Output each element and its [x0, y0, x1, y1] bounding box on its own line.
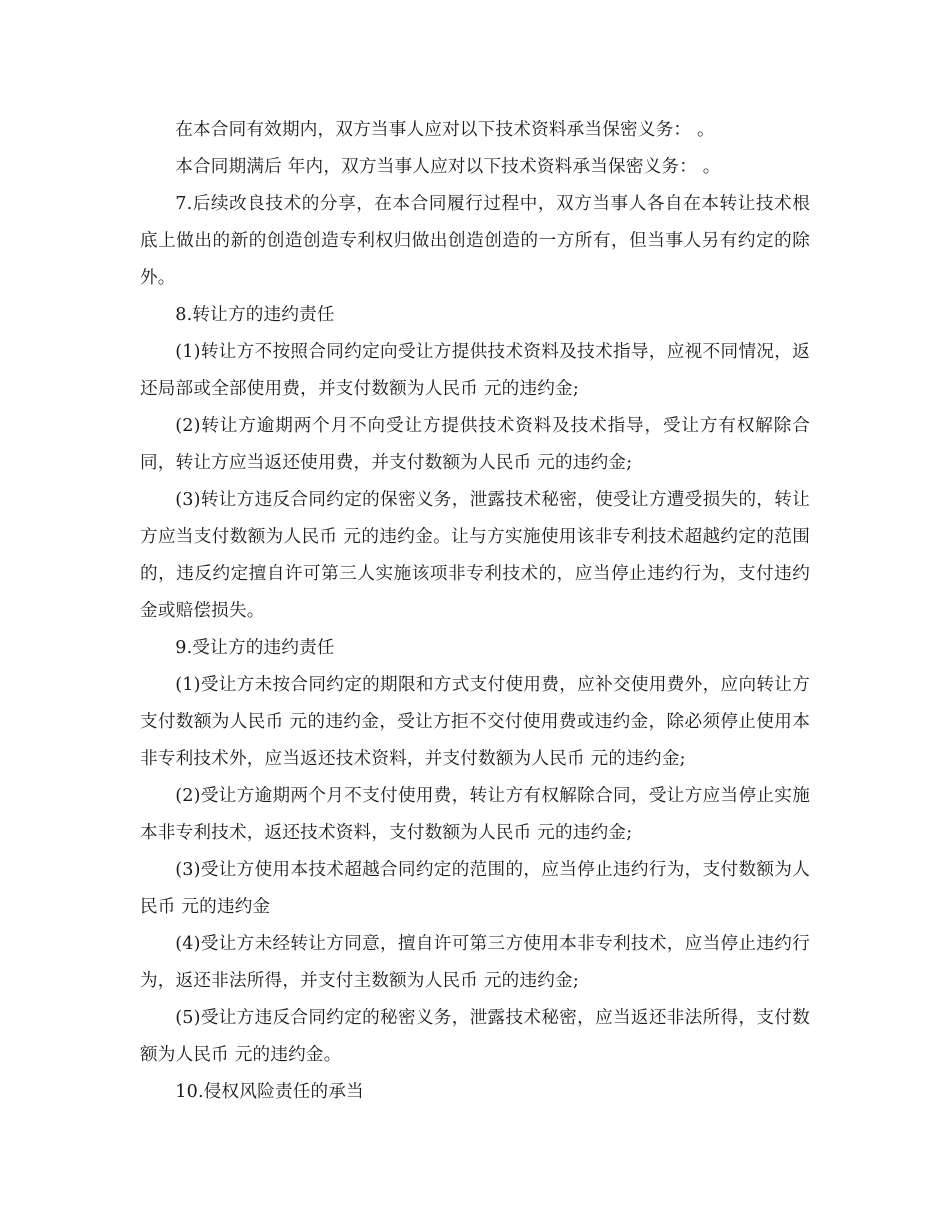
paragraph-confidentiality-after-term: 本合同期满后 年内，双方当事人应对以下技术资料承当保密义务： 。	[175, 157, 721, 177]
paragraph-9-4: (4)受让方未经转让方同意，擅自许可第三方使用本非专利技术，应当停止违约行为，返还非法所得，并支付主数额为人民币 元的违约金;	[140, 934, 810, 991]
heading-section-10: 10.侵权风险责任的承当	[175, 1082, 364, 1102]
document-body	[140, 112, 810, 1111]
paragraph-8-1: (1)转让方不按照合同约定向受让方提供技术资料及技术指导，应视不同情况，返还局部或全部使用费，并支付数额为人民币 元的违约金;	[140, 342, 810, 399]
paragraph-confidentiality-during-term: 在本合同有效期内，双方当事人应对以下技术资料承当保密义务： 。	[175, 120, 715, 140]
heading-section-9: 9.受让方的违约责任	[175, 638, 335, 658]
paragraph-9-5: (5)受让方违反合同约定的秘密义务，泄露技术秘密，应当返还非法所得，支付数额为人民币 元的违约金。	[140, 1008, 810, 1065]
paragraph-9-3: (3)受让方使用本技术超越合同约定的范围的，应当停止违约行为，支付数额为人民币 元的违约金	[140, 860, 810, 917]
heading-section-8: 8.转让方的违约责任	[175, 305, 335, 325]
paragraph-8-3: (3)转让方违反合同约定的保密义务，泄露技术秘密，使受让方遭受损失的，转让方应当支付数额为人民币 元的违约金。让与方实施使用该非专利技术超越约定的范围的，违反约定擅自许可第三人实施该项非专利技术的，应当停止违约行为，支付违约金或赔偿损失。	[140, 490, 810, 621]
paragraph-8-2: (2)转让方逾期两个月不向受让方提供技术资料及技术指导，受让方有权解除合同，转让方应当返还使用费，并支付数额为人民币 元的违约金;	[140, 416, 810, 473]
paragraph-9-1: (1)受让方未按合同约定的期限和方式支付使用费，应补交使用费外，应向转让方支付数额为人民币 元的违约金，受让方拒不交付使用费或违约金，除必须停止使用本非专利技术外，应当返还技术资料，并支付数额为人民币 元的违约金;	[140, 675, 810, 769]
paragraph-9-2: (2)受让方逾期两个月不支付使用费，转让方有权解除合同，受让方应当停止实施本非专利技术，返还技术资料，支付数额为人民币 元的违约金;	[140, 786, 810, 843]
paragraph-section-7-improvements: 7.后续改良技术的分享，在本合同履行过程中，双方当事人各自在本转让技术根底上做出的新的创造创造专利权归做出创造创造的一方所有，但当事人另有约定的除外。	[140, 194, 810, 288]
